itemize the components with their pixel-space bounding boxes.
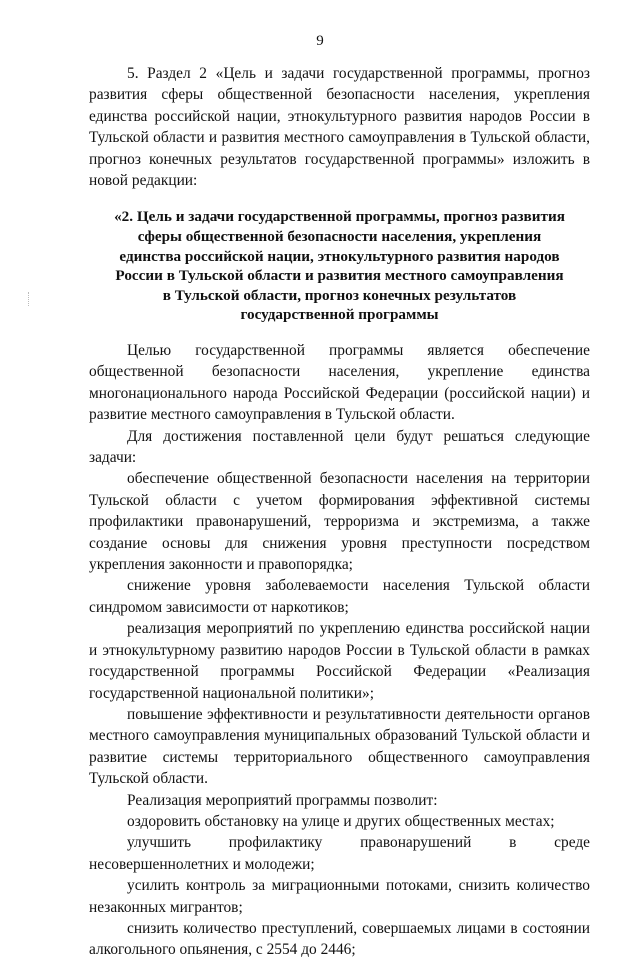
body-paragraph-outcomes-intro: Реализация мероприятий программы позволит: bbox=[127, 791, 438, 809]
section-heading: «2. Цель и задачи государственной программы, прогноз развития сферы общественной безопасности населения, укрепления единства российской нации, этнокультурного развития народов России в Тульской области и развития местного самоуправления в Тульской области, прогноз конечных результатов государственной программы bbox=[114, 208, 565, 324]
task-item-drug-dependence: снижение уровня заболеваемости населения Тульской области синдромом зависимости от наркотиков; bbox=[89, 577, 590, 616]
task-item-local-government: повышение эффективности и результативности деятельности органов местного самоуправления муниципальных образований Тульской области и развитие системы территориального общественного самоуправления Тульской области. bbox=[89, 705, 590, 788]
outcome-item-streets: оздоровить обстановку на улице и других общественных местах; bbox=[127, 812, 555, 830]
document-body bbox=[89, 63, 590, 961]
task-item-public-safety: обеспечение общественной безопасности населения на территории Тульской области с учетом формирования эффективной системы профилактики правонарушений, терроризма и экстремизма, а также создание основы для снижения уровня преступности посредством укрепления законности и правопорядка; bbox=[89, 470, 590, 574]
body-paragraph-goal: Целью государственной программы является обеспечение общественной безопасности населения, укрепление единства многонационального народа Российской Федерации (российской нации) и развитие местного самоуправления в Тульской области. bbox=[89, 342, 590, 424]
page-number: 9 bbox=[316, 33, 324, 49]
scan-edge-mark bbox=[28, 292, 31, 306]
outcome-item-alcohol-crime: снизить количество преступлений, совершаемых лицами в состоянии алкогольного опьянения, с 2554 до 2446; bbox=[89, 919, 590, 959]
intro-paragraph: 5. Раздел 2 «Цель и задачи государственной программы, прогноз развития сферы общественной безопасности населения, укрепления единства российской нации, этнокультурного развития народов России в Тульской области и развития местного самоуправления в Тульской области, прогноз конечных результатов государственной программы» изложить в новой редакции: bbox=[89, 65, 590, 190]
task-item-national-unity: реализация мероприятий по укреплению единства российской нации и этнокультурному развитию народов России в Тульской области в рамках государственной программы Российской Федерации «Реализация государственной национальной политики»; bbox=[89, 620, 590, 702]
outcome-item-migration-control: усилить контроль за миграционными потоками, снизить количество незаконных мигрантов; bbox=[89, 877, 590, 916]
body-paragraph-tasks-intro: Для достижения поставленной цели будут решаться следующие задачи: bbox=[89, 427, 590, 467]
outcome-item-youth-prevention: улучшить профилактику правонарушений в среде несовершеннолетних и молодежи; bbox=[89, 834, 590, 873]
